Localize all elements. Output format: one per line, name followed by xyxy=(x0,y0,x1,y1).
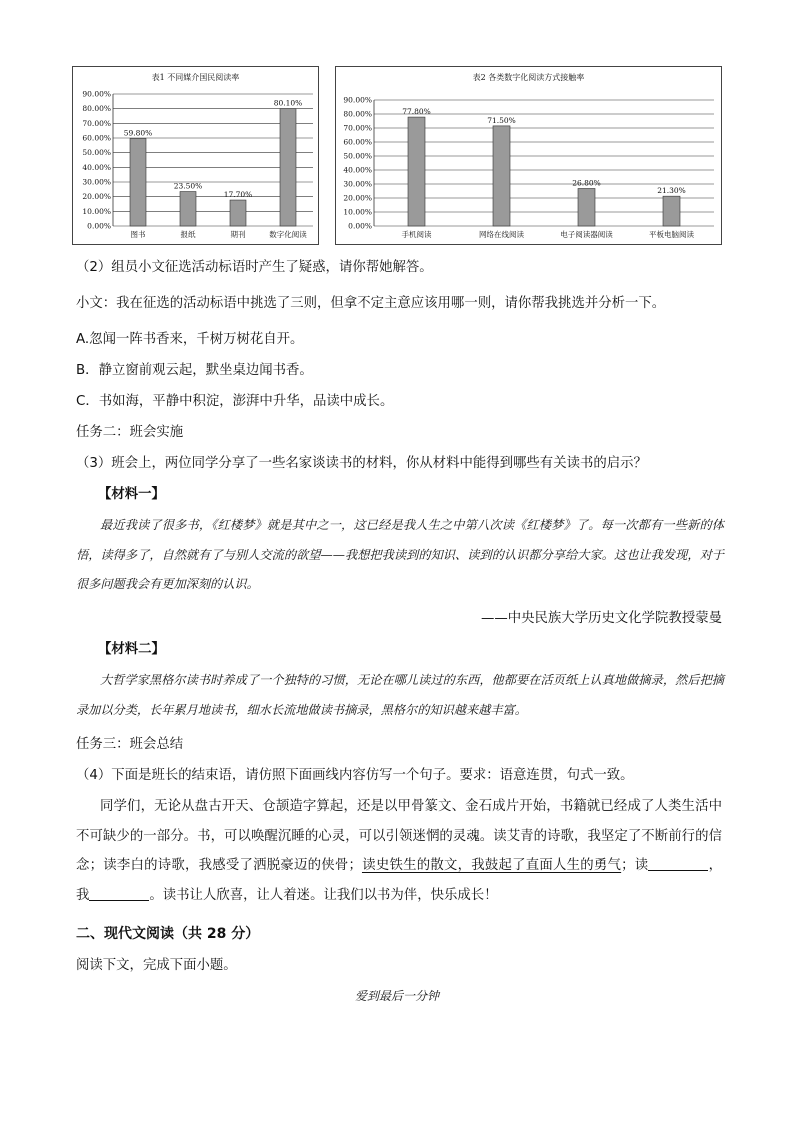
story-title: 爱到最后一分钟 xyxy=(354,989,439,1003)
y-tick-label: 50.00% xyxy=(343,151,372,161)
y-tick-label: 0.00% xyxy=(348,221,372,231)
data-label: 21.30% xyxy=(657,186,686,196)
y-tick-label: 20.00% xyxy=(343,193,372,203)
category-label: 平板电脑阅读 xyxy=(649,230,694,239)
category-label: 数字化阅读 xyxy=(269,230,307,239)
chart-2-svg xyxy=(336,67,721,244)
material-1-source: ——中央民族大学历史文化学院教授蒙曼 xyxy=(480,611,722,626)
category-label: 图书 xyxy=(130,230,146,239)
data-label: 80.10% xyxy=(273,98,303,108)
y-tick-label: 60.00% xyxy=(343,137,372,147)
y-tick-label: 60.00% xyxy=(82,133,111,143)
data-label: 26.80% xyxy=(572,178,601,188)
data-label: 71.50% xyxy=(487,115,516,125)
category-label: 期刊 xyxy=(230,230,246,239)
chart-title: 表2 各类数字化阅读方式接触率 xyxy=(472,73,585,82)
data-label: 77.80% xyxy=(402,107,431,117)
bar-4 xyxy=(280,109,296,226)
bar-1 xyxy=(408,117,425,226)
category-label: 报纸 xyxy=(180,230,196,239)
q4-passage xyxy=(76,792,722,910)
data-label: 23.50% xyxy=(173,181,203,191)
category-label: 网络在线阅读 xyxy=(479,230,524,239)
q4-blank-2[interactable] xyxy=(89,886,149,901)
y-tick-label: 70.00% xyxy=(82,118,111,128)
chart-2 xyxy=(335,66,722,245)
y-tick-label: 90.00% xyxy=(82,89,111,99)
q4-text-after: 。读书让人欣喜，让人着迷。让我们以书为伴，快乐成长！ xyxy=(149,887,498,903)
y-tick-label: 70.00% xyxy=(343,123,372,133)
q3-prompt: （3）班会上，两位同学分享了一些名家谈读书的材料，你从材料中能得到哪些有关读书的启示？ xyxy=(76,456,647,471)
bar-2 xyxy=(180,192,196,226)
y-tick-label: 0.00% xyxy=(87,221,111,231)
q4-prompt: （4）下面是班长的结束语，请仿照下面画线内容仿写一个句子。要求：语意连贯，句式一致。 xyxy=(76,768,634,783)
q2-option-b: B．静立窗前观云起，默坐桌边闻书香。 xyxy=(76,363,313,378)
data-label: 59.80% xyxy=(123,128,153,138)
y-tick-label: 10.00% xyxy=(82,206,111,216)
category-label: 电子阅读器阅读 xyxy=(560,230,613,239)
y-tick-label: 30.00% xyxy=(343,179,372,189)
material-1-text: 最近我读了很多书，《红楼梦》就是其中之一，这已经是我人生之中第八次读《红楼梦》了。每一次都有一些新的体悟，读得多了，自然就有了与别人交流的欲望——我想把我读到的知识、读到的认识都分享给大家。这也让我发现，对于很多问题我会有更加深刻的认识。 xyxy=(76,518,724,591)
material-2-text: 大哲学家黑格尔读书时养成了一个独特的习惯，无论在哪儿读过的东西，他都要在活页纸上认真地做摘录，然后把摘录加以分类，长年累月地读书，细水长流地做读书摘录，黑格尔的知识越来越丰富。 xyxy=(76,673,724,717)
bar-4 xyxy=(663,196,680,226)
y-tick-label: 80.00% xyxy=(82,104,111,114)
y-tick-label: 10.00% xyxy=(343,207,372,217)
q4-text-mid: ；读 xyxy=(621,858,649,873)
q4-text-mid2: ，我 xyxy=(76,858,723,903)
bar-1 xyxy=(130,138,146,226)
y-tick-label: 50.00% xyxy=(82,148,111,158)
data-label: 17.70% xyxy=(223,190,253,200)
section-2-heading: 二、现代文阅读（共 28 分） xyxy=(76,926,260,942)
q2-xiaowen: 小文：我在征选的活动标语中挑选了三则，但拿不定主意应该用哪一则，请你帮我挑选并分析一下。 xyxy=(76,296,666,311)
chart-1-svg xyxy=(73,67,318,244)
bar-3 xyxy=(578,188,595,226)
y-tick-label: 40.00% xyxy=(343,165,372,175)
task2-heading: 任务二：班会实施 xyxy=(76,425,184,440)
q4-text-before: 同学们，无论从盘古开天、仓颉造字算起，还是以甲骨篆文、金石成片开始，书籍就已经成了人类生活中不可缺少的一部分。书，可以唤醒沉睡的心灵，可以引领迷惘的灵魂。读艾青的诗歌，我坚定了不断前行的信念；读李白的诗歌，我感受了洒脱豪迈的侠骨； xyxy=(76,799,722,873)
y-tick-label: 30.00% xyxy=(82,177,111,187)
chart-1 xyxy=(72,66,319,245)
bar-2 xyxy=(493,126,510,226)
q4-blank-1[interactable] xyxy=(648,856,708,871)
q2-prompt: （2）组员小文征选活动标语时产生了疑惑，请你帮她解答。 xyxy=(76,260,433,275)
material-2-heading: 【材料二】 xyxy=(98,642,165,657)
category-label: 手机阅读 xyxy=(401,230,432,239)
bar-3 xyxy=(230,200,246,226)
y-tick-label: 80.00% xyxy=(343,109,372,119)
chart-title: 表1 不同媒介国民阅读率 xyxy=(151,73,240,82)
section-2-instruction: 阅读下文，完成下面小题。 xyxy=(76,958,237,973)
material-1-heading: 【材料一】 xyxy=(98,487,165,502)
q4-underlined-sentence: 读史铁生的散文，我鼓起了直面人生的勇气 xyxy=(361,858,622,873)
y-tick-label: 90.00% xyxy=(343,95,372,105)
y-tick-label: 40.00% xyxy=(82,162,111,172)
q2-option-a: A.忽闻一阵书香来，千树万树花自开。 xyxy=(76,332,304,347)
task3-heading: 任务三：班会总结 xyxy=(76,737,184,752)
q2-option-c: C．书如海，平静中积淀，澎湃中升华，品读中成长。 xyxy=(76,394,394,409)
y-tick-label: 20.00% xyxy=(82,192,111,202)
